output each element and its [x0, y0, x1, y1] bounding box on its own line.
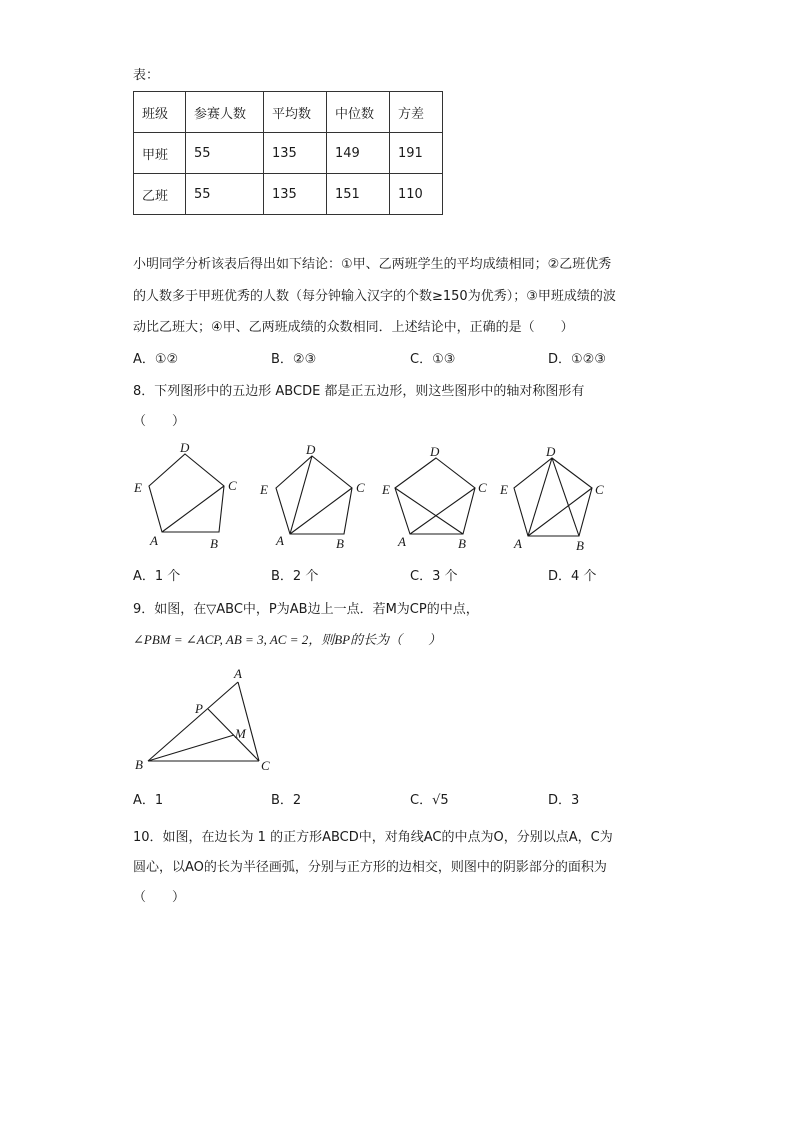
diagonal-ac — [528, 488, 592, 536]
table-row — [134, 174, 443, 215]
diagonal-bd — [552, 458, 579, 536]
diagonal-ac — [290, 488, 352, 534]
vertex-label: D — [546, 444, 556, 459]
vertex-label: C — [356, 480, 365, 495]
q8-line-1: 8．下列图形中的五边形 ABCDE 都是正五边形，则这些图形中的轴对称图形有 — [133, 384, 585, 399]
pentagon-figure-2 — [259, 442, 365, 551]
vertex-label: D — [180, 440, 190, 455]
q9-option-b: B．2 — [271, 793, 302, 808]
q7-line-3: 动比乙班大；④甲、乙两班成绩的众数相同．上述结论中，正确的是（ ） — [133, 320, 574, 335]
vertex-label: B — [576, 538, 584, 553]
table-row — [134, 133, 443, 174]
diagonal-ad — [528, 458, 552, 536]
q7-option-c: C．①③ — [410, 352, 456, 367]
table-cell: 55 — [186, 133, 264, 174]
table-cell: 191 — [390, 133, 443, 174]
q9-option-a: A．1 — [133, 793, 164, 808]
vertex-label: D — [306, 442, 316, 457]
point-label: M — [235, 726, 246, 741]
table-header-cell: 班级 — [134, 92, 186, 133]
segment-bm — [148, 735, 234, 761]
table-intro: 表： — [133, 68, 160, 83]
vertex-label: A — [514, 536, 522, 551]
table-header-cell: 参赛人数 — [186, 92, 264, 133]
vertex-label: B — [336, 536, 344, 551]
pentagon-figure-3 — [381, 444, 487, 551]
pentagon-figure-1 — [133, 440, 237, 551]
vertex-label: D — [430, 444, 440, 459]
q9-option-d: D．3 — [548, 793, 580, 808]
table-cell: 151 — [327, 174, 390, 215]
diagonal-ac — [162, 486, 224, 532]
table-header-row — [134, 92, 443, 133]
side-ab — [148, 682, 238, 761]
table-header-cell: 中位数 — [327, 92, 390, 133]
table-cell: 135 — [264, 174, 327, 215]
table-header-cell: 平均数 — [264, 92, 327, 133]
point-label: B — [135, 757, 143, 772]
vertex-label: E — [500, 482, 508, 497]
q10-line-1: 10．如图，在边长为 1 的正方形ABCD中，对角线AC的中点为O，分别以点A，C为 — [133, 830, 613, 845]
vertex-label: B — [210, 536, 218, 551]
q7-line-2: 的人数多于甲班优秀的人数（每分钟输入汉字的个数≥150为优秀）；③甲班成绩的波 — [133, 289, 616, 304]
table-cell: 135 — [264, 133, 327, 174]
side-ac — [238, 682, 259, 761]
vertex-label: E — [134, 480, 142, 495]
diagonal-eb — [395, 488, 463, 534]
q8-option-b: B．2 个 — [271, 569, 319, 584]
table-cell: 甲班 — [134, 133, 186, 174]
q7-option-d: D．①②③ — [548, 352, 606, 367]
diagonal-ad — [290, 456, 312, 534]
q8-option-d: D．4 个 — [548, 569, 597, 584]
q9-line-1: 9．如图，在▽ABC中，P为AB边上一点．若M为CP的中点， — [133, 602, 479, 617]
table-cell: 55 — [186, 174, 264, 215]
q9-option-c: C．√5 — [410, 793, 449, 808]
vertex-label: E — [260, 482, 268, 497]
q7-option-b: B．②③ — [271, 352, 317, 367]
point-label: P — [195, 701, 203, 716]
table-cell: 149 — [327, 133, 390, 174]
q7-option-a: A．①② — [133, 352, 179, 367]
q7-line-1: 小明同学分析该表后得出如下结论：①甲、乙两班学生的平均成绩相同；②乙班优秀 — [133, 257, 612, 272]
vertex-label: A — [276, 533, 284, 548]
vertex-label: A — [150, 533, 158, 548]
point-label: A — [234, 666, 242, 681]
vertex-label: E — [382, 482, 390, 497]
vertex-label: A — [398, 534, 406, 549]
q8-line-2: （ ） — [133, 414, 186, 429]
pentagon-shape — [276, 456, 352, 534]
q9-line-2: ∠PBM = ∠ACP, AB = 3, AC = 2，则BP的长为（ ） — [133, 632, 442, 647]
table-cell: 110 — [390, 174, 443, 215]
vertex-label: C — [228, 478, 237, 493]
table-header-cell: 方差 — [390, 92, 443, 133]
stats-table — [133, 91, 443, 215]
pentagon-figures — [120, 438, 640, 560]
point-label: C — [261, 758, 270, 773]
triangle-figure — [125, 662, 285, 777]
q8-option-c: C．3 个 — [410, 569, 458, 584]
vertex-label: C — [595, 482, 604, 497]
q8-option-a: A．1 个 — [133, 569, 181, 584]
pentagon-figure-4 — [499, 444, 604, 553]
vertex-label: B — [458, 536, 466, 551]
table-cell: 乙班 — [134, 174, 186, 215]
pentagon-shape — [149, 454, 224, 532]
q10-line-3: （ ） — [133, 890, 186, 905]
q10-line-2: 圆心，以AO的长为半径画弧，分别与正方形的边相交，则图中的阴影部分的面积为 — [133, 860, 607, 875]
vertex-label: C — [478, 480, 487, 495]
